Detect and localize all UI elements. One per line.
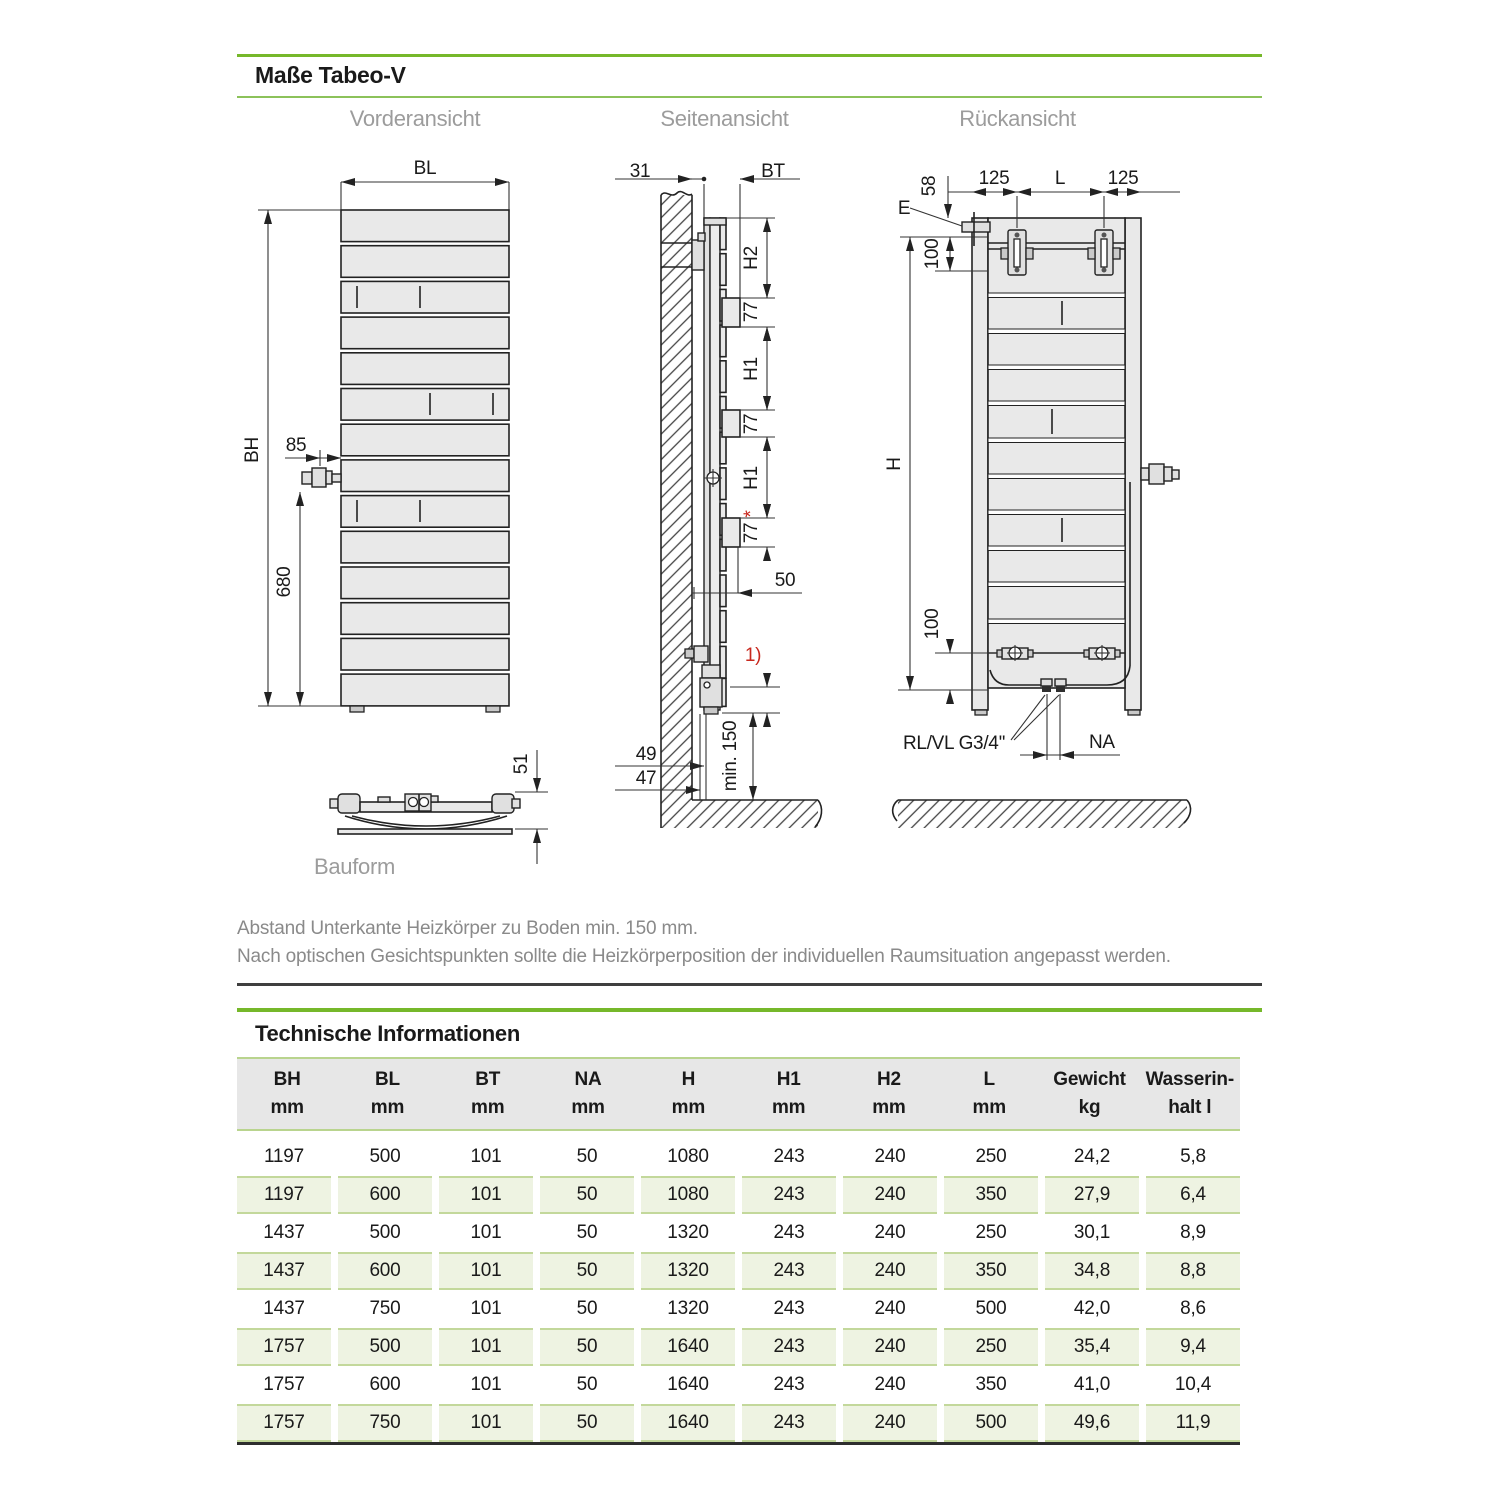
dim-label-58: 58 — [919, 175, 940, 197]
table-cell: 24,2 — [1073, 1146, 1111, 1167]
page-title: Maße Tabeo-V — [255, 62, 406, 88]
table-cell: 1197 — [263, 1146, 305, 1167]
table-cell: 1757 — [263, 1374, 305, 1395]
table-cell: 50 — [576, 1374, 598, 1395]
table-cell: 1080 — [667, 1146, 709, 1167]
table-cell: 50 — [576, 1298, 598, 1319]
dim-label-bl: BL — [413, 158, 437, 179]
table-title: Technische Informationen — [255, 1021, 520, 1046]
column-header-wasserin: Wasserin- halt l — [1145, 1069, 1234, 1118]
column-header-bh: BH mm — [270, 1069, 304, 1118]
table-top-rule — [237, 1008, 1262, 1012]
side-right-dimensions — [726, 218, 775, 561]
dim-label-49: 49 — [635, 744, 657, 765]
footnote-line-1: Abstand Unterkante Heizkörper zu Boden min. 150 mm. — [237, 918, 698, 939]
table-cell: 1080 — [641, 1176, 735, 1214]
table-cell: 500 — [975, 1298, 1007, 1319]
column-header-h: H mm — [671, 1069, 706, 1118]
table-cell: 250 — [975, 1146, 1007, 1167]
table-cell: 240 — [874, 1298, 906, 1319]
header-bottom-rule — [237, 96, 1262, 98]
dim-label-rlvl: RL/VL G3/4'' — [903, 733, 1006, 754]
table-cell: 243 — [742, 1252, 836, 1290]
side-footnote-dimension — [722, 645, 780, 727]
table-cell: 350 — [975, 1374, 1007, 1395]
table-cell: 243 — [773, 1298, 805, 1319]
front-680-dimension — [274, 492, 300, 706]
table-cell: 240 — [874, 1374, 906, 1395]
table-cell: 50 — [540, 1328, 634, 1366]
table-cell: 50 — [540, 1252, 634, 1290]
table-row — [237, 1138, 1240, 1176]
table-cell: 10,4 — [1174, 1374, 1212, 1395]
rear-floor — [893, 800, 1191, 828]
table-cell: 240 — [843, 1176, 937, 1214]
dim-label-bt: BT — [761, 161, 785, 182]
table-cell: 240 — [874, 1222, 906, 1243]
table-cell: 101 — [439, 1176, 533, 1214]
front-bl-dimension — [341, 158, 509, 212]
table-cell: 27,9 — [1045, 1176, 1139, 1214]
table-cell: 350 — [944, 1252, 1038, 1290]
dim-label-100-1: 100 — [922, 238, 943, 270]
table-cell: 600 — [338, 1176, 432, 1214]
table-cell: 1437 — [237, 1252, 331, 1290]
table-cell: 50 — [540, 1176, 634, 1214]
column-header-na: NA mm — [571, 1069, 605, 1118]
footnote-1-label: 1) — [744, 645, 762, 666]
table-cell: 250 — [975, 1222, 1007, 1243]
table-cell: 240 — [843, 1404, 937, 1442]
side-view-drawing — [610, 148, 840, 840]
table-cell: 1437 — [263, 1298, 305, 1319]
table-cell: 49,6 — [1045, 1404, 1139, 1442]
table-cell: 243 — [742, 1176, 836, 1214]
table-cell: 101 — [470, 1146, 502, 1167]
table-cell: 243 — [773, 1374, 805, 1395]
dim-label-680: 680 — [274, 566, 295, 598]
dim-label-125-1: 125 — [978, 168, 1010, 189]
bauform-drawing — [330, 750, 548, 864]
table-cell: 101 — [470, 1222, 502, 1243]
table-cell: 1197 — [237, 1176, 331, 1214]
table-cell: 600 — [338, 1252, 432, 1290]
column-header-bt: BT mm — [471, 1069, 505, 1118]
table-cell: 8,9 — [1180, 1222, 1206, 1243]
column-header-gewicht: Gewicht kg — [1053, 1069, 1126, 1118]
table-cell: 6,4 — [1146, 1176, 1240, 1214]
table-cell: 243 — [773, 1222, 805, 1243]
table-cell: 500 — [944, 1404, 1038, 1442]
table-body — [237, 1138, 1240, 1445]
view-title-side: Seitenansicht — [660, 106, 789, 131]
table-cell: 5,8 — [1180, 1146, 1206, 1167]
table-cell: 240 — [843, 1252, 937, 1290]
table-cell: 1640 — [667, 1374, 709, 1395]
column-header-h1: H1 mm — [771, 1069, 806, 1118]
table-cell: 243 — [742, 1328, 836, 1366]
dim-label-77-star: * — [741, 510, 762, 518]
table-cell: 1320 — [641, 1252, 735, 1290]
table-cell: 600 — [369, 1374, 401, 1395]
column-header-l: L mm — [972, 1069, 1006, 1118]
dim-label-50: 50 — [774, 570, 796, 591]
front-radiator-body — [341, 210, 509, 712]
dim-label-31: 31 — [629, 161, 651, 182]
table-cell: 101 — [439, 1404, 533, 1442]
table-cell: 243 — [773, 1146, 805, 1167]
table-row — [237, 1404, 1240, 1442]
column-header-bl: BL mm — [370, 1069, 405, 1118]
table-cell: 35,4 — [1045, 1328, 1139, 1366]
table-row — [237, 1328, 1240, 1366]
table-cell: 8,6 — [1180, 1298, 1206, 1319]
rear-view-drawing — [885, 148, 1220, 840]
dim-label-125-2: 125 — [1107, 168, 1139, 189]
table-cell: 500 — [338, 1328, 432, 1366]
table-header-row — [237, 1057, 1240, 1131]
front-85-dimension — [285, 435, 341, 466]
dim-label-na: NA — [1089, 732, 1115, 753]
dim-label-h1-1: H1 — [741, 357, 762, 381]
bauform-label: Bauform — [314, 854, 396, 879]
view-title-rear: Rückansicht — [959, 106, 1076, 131]
column-header-h2: H2 mm — [872, 1069, 906, 1118]
front-valve — [302, 468, 341, 487]
dim-label-77-3: 77 — [741, 522, 762, 544]
table-cell: 42,0 — [1073, 1298, 1111, 1319]
table-row — [237, 1290, 1240, 1328]
view-title-front: Vorderansicht — [349, 106, 481, 131]
table-cell: 11,9 — [1146, 1404, 1240, 1442]
table-cell: 50 — [576, 1222, 598, 1243]
table-row — [237, 1252, 1240, 1290]
table-cell: 240 — [874, 1146, 906, 1167]
table-cell: 101 — [439, 1328, 533, 1366]
table-cell: 1320 — [667, 1222, 709, 1243]
header-top-rule — [237, 54, 1262, 57]
table-cell: 1640 — [641, 1404, 735, 1442]
table-cell: 101 — [470, 1298, 502, 1319]
front-view-drawing — [240, 150, 560, 895]
table-cell: 101 — [470, 1374, 502, 1395]
side-wall — [661, 192, 822, 828]
side-min150-dimension — [720, 713, 753, 800]
table-cell: 1757 — [237, 1404, 331, 1442]
table-cell: 500 — [369, 1146, 401, 1167]
dim-label-47: 47 — [635, 768, 657, 789]
table-cell: 50 — [540, 1404, 634, 1442]
table-cell: 750 — [369, 1298, 401, 1319]
dim-label-min150: min. 150 — [720, 720, 741, 792]
table-cell: 101 — [439, 1252, 533, 1290]
table-cell: 34,8 — [1045, 1252, 1139, 1290]
dim-label-h1-2: H1 — [741, 466, 762, 490]
table-row — [237, 1176, 1240, 1214]
table-cell: 350 — [944, 1176, 1038, 1214]
table-cell: 750 — [338, 1404, 432, 1442]
table-cell: 41,0 — [1073, 1374, 1111, 1395]
table-cell: 1437 — [263, 1222, 305, 1243]
technical-info-section — [237, 1008, 1262, 1445]
table-cell: 240 — [843, 1328, 937, 1366]
dim-label-l: L — [1054, 168, 1066, 189]
table-cell: 1320 — [667, 1298, 709, 1319]
section-divider — [237, 983, 1262, 986]
footnote-line-2: Nach optischen Gesichtspunkten sollte die Heizkörperposition der individuellen Raumsituation angepasst werden. — [237, 945, 1171, 967]
table-cell: 243 — [742, 1404, 836, 1442]
dim-label-100-2: 100 — [922, 608, 943, 640]
dim-label-77-1: 77 — [741, 301, 762, 323]
rear-radiator-body — [962, 212, 1179, 715]
rear-connection-labels — [903, 694, 1120, 760]
table-row — [237, 1366, 1240, 1404]
table-cell: 500 — [369, 1222, 401, 1243]
dim-label-h: H — [884, 457, 905, 471]
table-cell: 50 — [576, 1146, 598, 1167]
table-cell: 1757 — [237, 1328, 331, 1366]
dim-label-e: E — [897, 198, 911, 219]
table-cell: 250 — [944, 1328, 1038, 1366]
table-cell: 9,4 — [1146, 1328, 1240, 1366]
table-cell: 30,1 — [1073, 1222, 1111, 1243]
table-cell: 8,8 — [1146, 1252, 1240, 1290]
dim-label-85: 85 — [285, 435, 307, 456]
dim-label-bh: BH — [242, 437, 263, 463]
dim-label-51: 51 — [511, 753, 532, 775]
table-row — [237, 1214, 1240, 1252]
footnotes — [237, 915, 1262, 970]
table-cell: 1640 — [641, 1328, 735, 1366]
dim-label-h2: H2 — [741, 246, 762, 270]
dim-label-77-2: 77 — [741, 413, 762, 435]
